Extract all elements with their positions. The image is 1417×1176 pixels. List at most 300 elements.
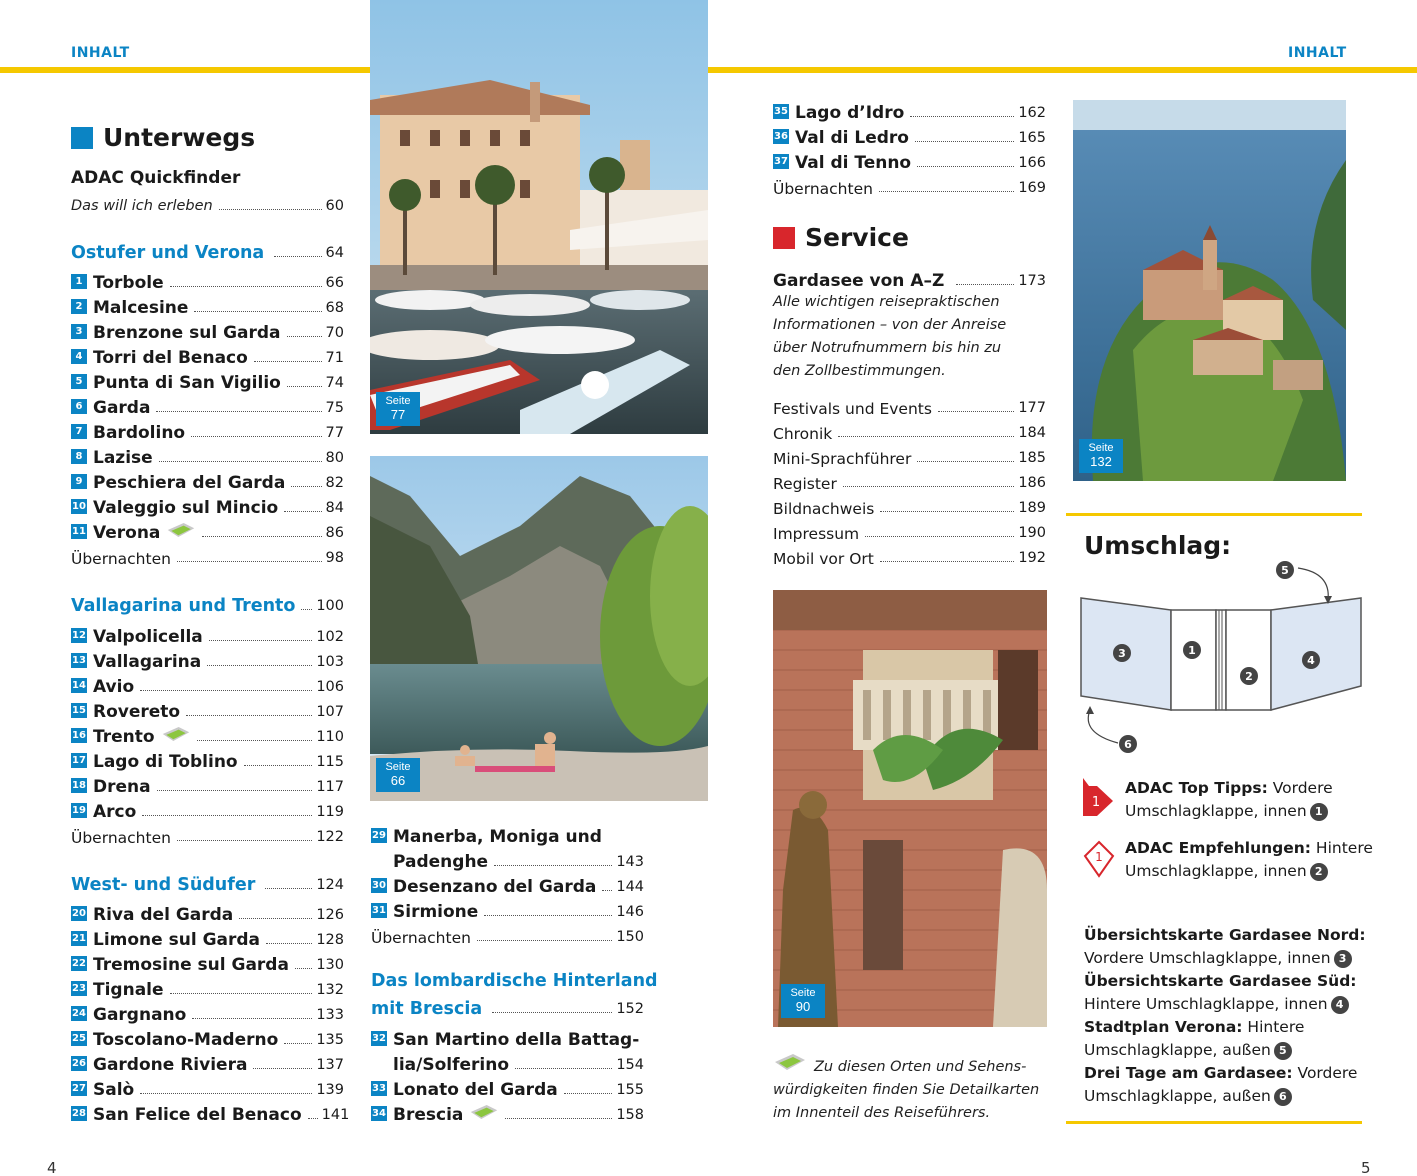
toc-entry[interactable]: [71, 772, 344, 797]
toc-entry-uebernachten[interactable]: [371, 1050, 644, 1075]
entry-name: Val di Ledro: [795, 128, 909, 148]
entry-number-badge: 37: [774, 156, 788, 167]
photo-hilltop-village: [1073, 100, 1346, 481]
entry-page: 107: [316, 704, 344, 720]
num-circle: 2: [1310, 863, 1328, 881]
entry-page: 135: [316, 1032, 344, 1048]
entry-name: Lago di Toblino: [93, 752, 238, 772]
entry-name: Übernachten: [71, 550, 171, 568]
entry-page: 103: [316, 654, 344, 670]
service-az-description: [773, 291, 1043, 383]
leader-dots: [156, 411, 321, 412]
toc-entry[interactable]: [71, 293, 344, 318]
toc-entry[interactable]: [371, 897, 644, 922]
entry-name: Sirmione: [393, 902, 479, 922]
entry-name: Tignale: [93, 980, 164, 1000]
entry-name: Garda: [93, 398, 151, 418]
entry-name: San Felice del Benaco: [93, 1105, 302, 1125]
leader-dots: [515, 1068, 612, 1069]
entry-name: Peschiera del Garda: [93, 473, 286, 493]
leader-dots: [301, 609, 312, 610]
entry-page: 84: [325, 500, 344, 516]
region-title: Ostufer und Verona: [71, 243, 265, 263]
leader-dots: [177, 561, 322, 562]
map-text: Hintere: [1247, 1018, 1305, 1036]
entry-name: Valpolicella: [93, 627, 203, 647]
entry-page: 132: [316, 982, 344, 998]
info-text: Vordere: [1272, 779, 1333, 797]
leader-dots: [170, 993, 313, 994]
leader-dots: [209, 640, 313, 641]
badge-page: 77: [390, 407, 406, 422]
entry-page: 117: [316, 779, 344, 795]
badge-label: Seite: [385, 395, 411, 407]
toc-entry[interactable]: [71, 900, 344, 925]
leader-dots: [177, 840, 312, 841]
entry-page: 139: [316, 1082, 344, 1098]
entry-number-badge: 14: [72, 680, 86, 691]
toc-entry-line1[interactable]: [371, 822, 651, 847]
leader-dots: [287, 386, 322, 387]
note-line: im Innenteil des Reiseführers.: [773, 1105, 991, 1121]
entry-number-badge: 19: [72, 805, 86, 816]
entry-name: Limone sul Garda: [93, 930, 261, 950]
diagram-num-4: 4: [1307, 654, 1315, 667]
region-title: Vallagarina und Trento: [71, 596, 296, 616]
badge-page: 132: [1090, 454, 1112, 469]
toc-entry[interactable]: [71, 418, 344, 443]
entry-number-badge: 5: [71, 374, 87, 389]
entry-name: Bardolino: [93, 423, 186, 443]
entry-name: Padenghe: [393, 852, 489, 872]
entry-page: 150: [616, 929, 644, 945]
map-text: Vordere: [1297, 1064, 1358, 1082]
entry-page: 122: [316, 829, 344, 845]
entry-page: 143: [616, 854, 644, 870]
leader-dots: [284, 1043, 312, 1044]
leader-dots: [917, 166, 1014, 167]
entry-number-badge: 16: [72, 730, 86, 741]
entry-page: 186: [1018, 475, 1046, 491]
header-left: INHALT: [71, 45, 130, 61]
entry-name: Verona: [93, 523, 161, 543]
entry-number-badge: 26: [72, 1058, 86, 1069]
entry-name: Malcesine: [93, 298, 189, 318]
toc-entry[interactable]: [71, 1025, 344, 1050]
map-text: Vordere Umschlagklappe, innen: [1084, 949, 1331, 967]
entry-name: Übernachten: [71, 829, 171, 847]
entry-page: 98: [325, 550, 344, 566]
entry-number-badge: 6: [71, 399, 87, 414]
entry-name: Das will ich erleben: [71, 198, 213, 214]
entry-number-badge: 10: [72, 501, 86, 512]
entry-number-badge: 11: [72, 526, 86, 537]
entry-name: Lonato del Garda: [393, 1080, 558, 1100]
empfehlung-icon: [1083, 840, 1115, 880]
entry-page: 128: [316, 932, 344, 948]
entry-page: 82: [325, 475, 344, 491]
entry-page: 102: [316, 629, 344, 645]
entry-number-badge: 36: [774, 131, 788, 142]
toc-entry-uebernachten[interactable]: [773, 173, 1046, 198]
note-line: würdigkeiten finden Sie Detailkarten: [773, 1082, 1040, 1098]
entry-number-badge: 30: [372, 880, 386, 891]
entry-page: 115: [316, 754, 344, 770]
leader-dots: [308, 1118, 318, 1119]
leader-dots: [910, 116, 1014, 117]
entry-page: 106: [316, 679, 344, 695]
entry-name: Trento: [93, 727, 155, 747]
leader-dots: [194, 311, 321, 312]
service-entry[interactable]: [773, 393, 1046, 418]
map-title: Drei Tage am Gardasee:: [1084, 1064, 1293, 1082]
leader-dots: [207, 665, 312, 666]
entry-page: 146: [616, 904, 644, 920]
toc-entry[interactable]: [71, 797, 344, 822]
entry-name: Register: [773, 475, 837, 493]
leader-dots: [202, 536, 321, 537]
leader-dots: [938, 411, 1014, 412]
entry-name: San Martino della Battag-: [393, 1030, 640, 1050]
entry-number-badge: 13: [72, 655, 86, 666]
entry-page: 130: [316, 957, 344, 973]
map-title: Übersichtskarte Gardasee Süd:: [1084, 972, 1357, 990]
leader-dots: [843, 486, 1014, 487]
leader-dots: [492, 1012, 612, 1013]
entry-page: 77: [325, 425, 344, 441]
entry-page: 166: [1018, 155, 1046, 171]
toc-entry-uebernachten[interactable]: [371, 922, 644, 947]
leader-dots: [880, 511, 1014, 512]
entry-name: Gardasee von A–Z: [773, 271, 945, 291]
service-entry[interactable]: [773, 543, 1046, 568]
leader-dots: [880, 561, 1014, 562]
entry-name: Tremosine sul Garda: [93, 955, 289, 975]
entry-page: 155: [616, 1082, 644, 1098]
entry-name: Impressum: [773, 525, 860, 543]
quickfinder-entry[interactable]: [71, 191, 344, 216]
entry-name: Brenzone sul Garda: [93, 323, 281, 343]
num-circle: 6: [1274, 1088, 1292, 1106]
leader-dots: [284, 511, 321, 512]
entry-name: Rovereto: [93, 702, 181, 722]
region-lombard-line1: Das lombardische Hinterland: [371, 971, 658, 991]
maps-info: [1084, 924, 1374, 1108]
entry-page: 189: [1018, 500, 1046, 516]
toc-entry[interactable]: [71, 622, 344, 647]
desc-line: über Notrufnummern bis hin zu: [773, 340, 1002, 356]
desc-line: den Zollbestimmungen.: [773, 363, 946, 379]
entry-name: Toscolano-Maderno: [93, 1030, 279, 1050]
map-title: Übersichtskarte Gardasee Nord:: [1084, 926, 1366, 944]
entry-name: Bildnachweis: [773, 500, 875, 518]
entry-name: Brescia: [393, 1105, 464, 1125]
entry-number-badge: 28: [72, 1108, 86, 1119]
entry-page: 110: [316, 729, 344, 745]
entry-name: Übernachten: [371, 929, 471, 947]
entry-name: lia/Solferino: [393, 1055, 510, 1075]
section-title: Service: [805, 223, 909, 252]
entry-name: Vallagarina: [93, 652, 202, 672]
toc-entry[interactable]: [71, 1000, 344, 1025]
quickfinder-title: ADAC Quickfinder: [71, 168, 241, 188]
entry-page: 68: [325, 300, 344, 316]
umschlag-title: Umschlag:: [1084, 531, 1232, 560]
badge-label: Seite: [1088, 442, 1114, 454]
region-title: mit Brescia: [371, 999, 483, 1019]
detail-map-icon: [166, 521, 196, 539]
entry-name: Torri del Benaco: [93, 348, 248, 368]
toc-entry[interactable]: [773, 98, 1046, 123]
service-entry[interactable]: [773, 518, 1046, 543]
leader-dots: [505, 1118, 612, 1119]
entry-number-badge: 21: [72, 933, 86, 944]
toc-entry[interactable]: [71, 468, 344, 493]
toc-entry[interactable]: [773, 123, 1046, 148]
diagram-num-5: 5: [1281, 564, 1289, 577]
entry-page: 60: [325, 198, 344, 214]
entry-name: Manerba, Moniga und: [393, 827, 602, 847]
entry-page: 74: [325, 375, 344, 391]
info-text: Hintere: [1315, 839, 1373, 857]
section-square-icon: [773, 227, 795, 249]
top-tipps-info: [1125, 777, 1415, 823]
toc-entry[interactable]: [71, 950, 344, 975]
leader-dots: [865, 536, 1014, 537]
entry-page: 192: [1018, 550, 1046, 566]
leader-dots: [915, 141, 1014, 142]
region-westsued[interactable]: [71, 870, 344, 895]
toc-entry[interactable]: [71, 368, 344, 393]
leader-dots: [239, 918, 312, 919]
toc-entry[interactable]: [71, 518, 344, 543]
entry-number-badge: 15: [72, 705, 86, 716]
leader-dots: [159, 461, 322, 462]
leader-dots: [879, 191, 1014, 192]
badge-label: Seite: [790, 987, 816, 999]
leader-dots: [244, 765, 313, 766]
entry-number-badge: 29: [372, 830, 386, 841]
entry-page: 177: [1018, 400, 1046, 416]
map-note: [773, 1056, 1063, 1125]
leader-dots: [602, 890, 612, 891]
toc-entry[interactable]: [371, 872, 644, 897]
note-line: Zu diesen Orten und Sehens-: [814, 1059, 1027, 1075]
leader-dots: [157, 790, 313, 791]
entry-number-badge: 24: [72, 1008, 86, 1019]
leader-dots: [956, 284, 1014, 285]
service-entry[interactable]: [773, 493, 1046, 518]
toc-entry[interactable]: [71, 747, 344, 772]
entry-page: 169: [1018, 180, 1046, 196]
entry-number-badge: 22: [72, 958, 86, 969]
umschlag-diagram: [1076, 558, 1366, 758]
leader-dots: [197, 740, 313, 741]
entry-page: 185: [1018, 450, 1046, 466]
entry-name: Torbole: [93, 273, 164, 293]
toc-entry[interactable]: [71, 647, 344, 672]
entry-number-badge: 12: [72, 630, 86, 641]
entry-page: 141: [321, 1107, 350, 1123]
entry-page: 144: [616, 879, 645, 895]
entry-name: Drena: [93, 777, 151, 797]
page-number-left: 4: [47, 1159, 57, 1176]
toc-entry[interactable]: [71, 925, 344, 950]
entry-page: 86: [325, 525, 344, 541]
toc-entry[interactable]: [71, 318, 344, 343]
info-text: Umschlagklappe, innen: [1125, 862, 1307, 880]
toc-entry[interactable]: [71, 443, 344, 468]
badge-page: 66: [390, 773, 406, 788]
map-text: Umschlagklappe, außen: [1084, 1041, 1271, 1059]
entry-number-badge: 1: [71, 274, 87, 289]
top-tipp-icon: [1083, 778, 1115, 824]
map-title: Stadtplan Verona:: [1084, 1018, 1243, 1036]
num-circle: 3: [1334, 950, 1352, 968]
leader-dots: [254, 361, 322, 362]
toc-entry[interactable]: [71, 975, 344, 1000]
detail-map-icon: [469, 1103, 499, 1121]
entry-name: Gardone Riviera: [93, 1055, 248, 1075]
toc-entry-uebernachten[interactable]: [71, 543, 344, 568]
toc-entry[interactable]: [71, 268, 344, 293]
leader-dots: [140, 690, 312, 691]
entry-number-badge: 34: [372, 1108, 386, 1119]
entry-page: 80: [325, 450, 344, 466]
entry-name: Gargnano: [93, 1005, 187, 1025]
section-title: Unterwegs: [103, 123, 256, 152]
entry-page: 71: [325, 350, 344, 366]
entry-name: Festivals und Events: [773, 400, 932, 418]
entry-page: 158: [616, 1107, 644, 1123]
entry-page: 162: [1018, 105, 1046, 121]
umschlag-top-rule: [1066, 513, 1362, 516]
entry-number-badge: 32: [372, 1033, 386, 1044]
toc-entry-uebernachten[interactable]: [371, 847, 644, 872]
entry-page: 137: [316, 1057, 344, 1073]
entry-number-badge: 8: [71, 449, 87, 464]
entry-number-badge: 17: [72, 755, 86, 766]
toc-entry[interactable]: [71, 493, 344, 518]
toc-entry[interactable]: [71, 722, 344, 747]
leader-dots: [140, 1093, 312, 1094]
entry-name: Val di Tenno: [795, 153, 912, 173]
entry-name: Punta di San Vigilio: [93, 373, 281, 393]
service-entry[interactable]: [773, 443, 1046, 468]
entry-number-badge: 35: [774, 106, 788, 117]
leader-dots: [191, 436, 321, 437]
toc-entry[interactable]: [71, 697, 344, 722]
leader-dots: [477, 940, 612, 941]
map-text: Umschlagklappe, außen: [1084, 1087, 1271, 1105]
toc-entry[interactable]: [71, 672, 344, 697]
leader-dots: [170, 286, 322, 287]
entry-name: Lazise: [93, 448, 153, 468]
leader-dots: [838, 436, 1014, 437]
leader-dots: [295, 968, 312, 969]
service-entry[interactable]: [773, 418, 1046, 443]
service-entry[interactable]: [773, 468, 1046, 493]
leader-dots: [494, 865, 612, 866]
entry-name: Avio: [93, 677, 135, 697]
entry-page: 126: [316, 907, 344, 923]
diagram-num-2: 2: [1245, 670, 1253, 683]
toc-entry-line1[interactable]: [371, 1025, 651, 1050]
header-bar-right: [708, 67, 1417, 73]
entry-page: 75: [325, 400, 344, 416]
entry-name: Riva del Garda: [93, 905, 234, 925]
header-bar-left: [0, 67, 370, 73]
entry-name: Salò: [93, 1080, 135, 1100]
toc-entry[interactable]: [773, 148, 1046, 173]
page-number-right: 5: [1361, 1159, 1371, 1176]
entry-page: 119: [316, 804, 344, 820]
entry-number-badge: 33: [372, 1083, 386, 1094]
entry-page: 152: [616, 1001, 644, 1017]
entry-name: Mini-Sprachführer: [773, 450, 912, 468]
entry-page: 165: [1018, 130, 1046, 146]
diagram-num-3: 3: [1118, 647, 1126, 660]
header-right: INHALT: [1288, 45, 1347, 61]
toc-entry[interactable]: [371, 1100, 644, 1125]
region-ostufer[interactable]: [71, 238, 344, 263]
entry-page: 64: [325, 245, 344, 261]
toc-entry[interactable]: [71, 1100, 350, 1125]
diagram-num-1: 1: [1188, 644, 1196, 657]
detail-map-icon: [161, 725, 191, 743]
toc-entry[interactable]: [71, 343, 344, 368]
photo-page-badge: [376, 392, 420, 426]
map-text: Hintere Umschlagklappe, innen: [1084, 995, 1328, 1013]
photo-page-badge: [1079, 439, 1123, 473]
service-az[interactable]: [773, 266, 1046, 291]
toc-entry[interactable]: [371, 1075, 644, 1100]
entry-number-badge: 23: [72, 983, 86, 994]
num-circle: 5: [1274, 1042, 1292, 1060]
entry-page: 154: [616, 1057, 644, 1073]
info-title: ADAC Top Tipps:: [1125, 779, 1268, 797]
entry-page: 190: [1018, 525, 1046, 541]
entry-page: 100: [316, 598, 344, 614]
region-vallagarina[interactable]: [71, 591, 344, 616]
empfehlung-icon-num: 1: [1095, 850, 1103, 864]
leader-dots: [219, 209, 322, 210]
entry-page: 70: [325, 325, 344, 341]
toc-entry[interactable]: [71, 1050, 344, 1075]
section-service: [773, 223, 909, 252]
toc-entry-uebernachten[interactable]: [71, 822, 344, 847]
entry-name: Chronik: [773, 425, 833, 443]
region-lombard[interactable]: [371, 994, 644, 1019]
entry-number-badge: 18: [72, 780, 86, 791]
empfehlungen-info: [1125, 837, 1415, 883]
top-tipp-icon-num: 1: [1091, 795, 1101, 810]
entry-number-badge: 20: [72, 908, 86, 919]
badge-page: 90: [795, 999, 811, 1014]
num-circle: 4: [1331, 996, 1349, 1014]
diagram-num-6: 6: [1124, 738, 1132, 751]
entry-page: 173: [1018, 273, 1046, 289]
section-unterwegs: [71, 123, 255, 152]
entry-page: 66: [325, 275, 344, 291]
leader-dots: [484, 915, 612, 916]
entry-name: Arco: [93, 802, 137, 822]
info-text: Umschlagklappe, innen: [1125, 802, 1307, 820]
toc-entry[interactable]: [71, 393, 344, 418]
toc-entry[interactable]: [71, 1075, 344, 1100]
leader-dots: [192, 1018, 312, 1019]
entry-number-badge: 4: [71, 349, 87, 364]
